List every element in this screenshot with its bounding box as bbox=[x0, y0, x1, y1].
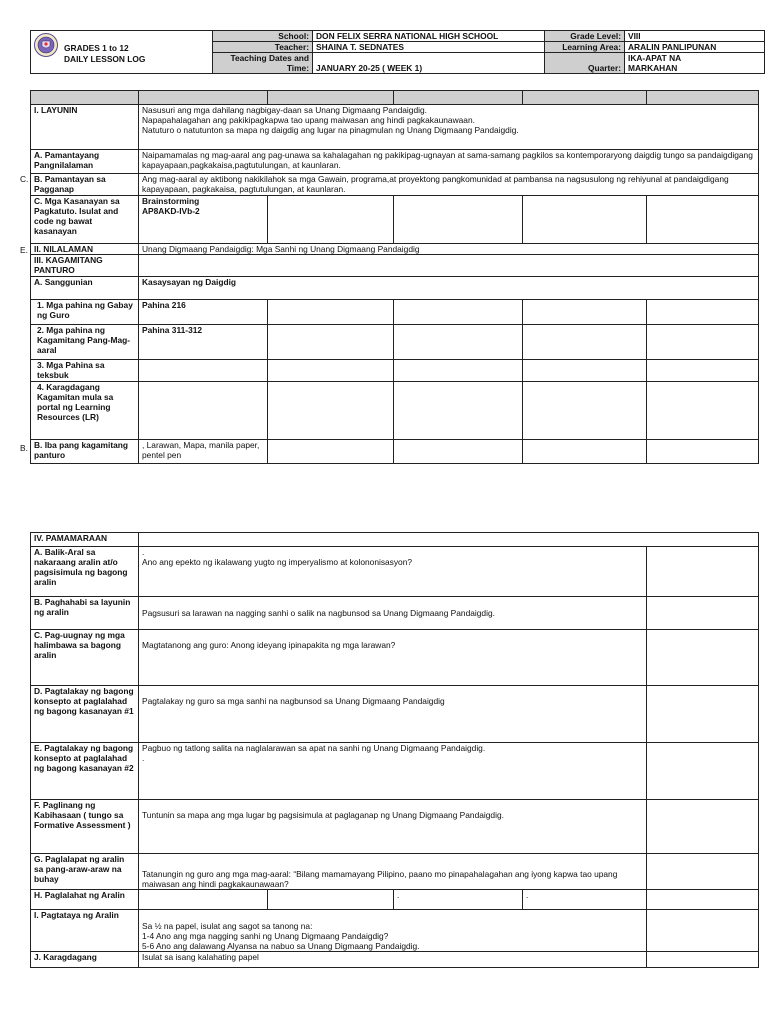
h-label: H. Paglalahat ng Aralin bbox=[31, 890, 139, 910]
gabay-text: Pahina 216 bbox=[139, 300, 268, 325]
empty-cell bbox=[394, 300, 523, 325]
table-row bbox=[31, 800, 759, 854]
empty-cell bbox=[394, 196, 523, 244]
form-title-line2: DAILY LESSON LOG bbox=[64, 53, 146, 64]
margin-letter-b: B. bbox=[20, 443, 28, 453]
table-row bbox=[31, 277, 759, 300]
empty-cell bbox=[523, 325, 647, 360]
quarter-label: Quarter: bbox=[545, 53, 625, 74]
iba-label: B. Iba pang kagamitang panturo bbox=[31, 440, 139, 464]
d-text: Pagtalakay ng guro sa mga sanhi na nagbunsod sa Unang Digmaang Pandaigdig bbox=[139, 686, 647, 743]
j-text: Isulat sa isang kalahating papel bbox=[139, 952, 647, 968]
school-label: School: bbox=[213, 31, 313, 42]
objectives-table bbox=[30, 90, 759, 464]
e-dot: . bbox=[142, 753, 145, 764]
sanggunian-text: Kasaysayan ng Daigdig bbox=[139, 277, 759, 300]
grade-label: Grade Level: bbox=[545, 31, 625, 42]
table-row bbox=[31, 382, 759, 440]
e-label: E. Pagtalakay ng bagong konsepto at paglalahad ng bagong kasanayan #2 bbox=[31, 743, 139, 800]
empty-cell bbox=[647, 854, 759, 890]
empty-cell bbox=[268, 325, 394, 360]
empty-cell bbox=[394, 382, 523, 440]
table-row bbox=[31, 854, 759, 890]
table-row bbox=[31, 244, 759, 255]
header-cell bbox=[523, 91, 647, 105]
balik-text: Ano ang epekto ng ikalawang yugto ng imperyalismo at kolononisasyon? bbox=[142, 557, 413, 568]
nilalaman-text: Unang Digmaang Pandaigdig: Mga Sanhi ng Unang Digmaang Pandaigdig bbox=[139, 244, 759, 255]
j-label: J. Karagdagang bbox=[31, 952, 139, 968]
gabay-label: 1. Mga pahina ng Gabay ng Guro bbox=[31, 300, 139, 325]
pag-uugnay-label: C. Pag-uugnay ng mga halimbawa sa bagong aralin bbox=[31, 630, 139, 686]
nilalaman-label: II. NILALAMAN bbox=[31, 244, 139, 255]
school-value: DON FELIX SERRA NATIONAL HIGH SCHOOL bbox=[313, 31, 545, 42]
sanggunian-label: A. Sanggunian bbox=[31, 277, 139, 300]
iba-text: , Larawan, Mapa, manila paper, pentel pen bbox=[139, 440, 268, 464]
empty-cell bbox=[523, 382, 647, 440]
f-label: F. Paglinang ng Kabihasaan ( tungo sa Formative Assessment ) bbox=[31, 800, 139, 854]
empty-cell bbox=[647, 547, 759, 597]
d-label: D. Pagtalakay ng bagong konsepto at paglalahad ng bagong kasanayan #1 bbox=[31, 686, 139, 743]
empty-cell bbox=[523, 196, 647, 244]
table-row bbox=[31, 743, 759, 800]
table-row bbox=[31, 360, 759, 382]
empty-cell bbox=[523, 300, 647, 325]
g-label: G. Paglalapat ng aralin sa pang-araw-araw na buhay bbox=[31, 854, 139, 890]
pamantayang-text: Naipamamalas ng mag-aaral ang pag-unawa sa kahalagahan ng pakikipag-ugnayan at sama-samang pagkilos sa kontemporaryong daigdig tungo sa pandaigdigang kapayapaan,pagkakaisa,pagtutulungan, at kaunlaran. bbox=[139, 150, 759, 174]
empty-cell bbox=[647, 300, 759, 325]
teacher-label: Teacher: bbox=[213, 42, 313, 53]
empty-cell bbox=[647, 360, 759, 382]
empty-cell bbox=[268, 890, 394, 910]
table-row bbox=[31, 300, 759, 325]
table-row bbox=[31, 910, 759, 952]
empty-cell bbox=[394, 360, 523, 382]
empty-cell bbox=[647, 743, 759, 800]
table-row bbox=[31, 150, 759, 174]
layunin-line: Nasusuri ang mga dahilang nagbigay-daan sa Unang Digmaang Pandaigdig. bbox=[142, 105, 427, 115]
table-row bbox=[31, 325, 759, 360]
table-row bbox=[31, 630, 759, 686]
header-cell bbox=[647, 91, 759, 105]
empty-cell bbox=[268, 300, 394, 325]
header-cell bbox=[268, 91, 394, 105]
kasanayan-label: C. Mga Kasanayan sa Pagkatuto. Isulat and code ng bawat kasanayan bbox=[31, 196, 139, 244]
table-row bbox=[31, 547, 759, 597]
teksbuk-label: 3. Mga Pahina sa teksbuk bbox=[31, 360, 139, 382]
empty-cell bbox=[523, 360, 647, 382]
layunin-label: I. LAYUNIN bbox=[31, 105, 139, 150]
table-row bbox=[31, 174, 759, 196]
empty-cell bbox=[647, 597, 759, 630]
empty-cell bbox=[139, 360, 268, 382]
table-row bbox=[31, 890, 759, 910]
table-row bbox=[31, 952, 759, 968]
table-row bbox=[31, 533, 759, 547]
procedure-table bbox=[30, 532, 759, 968]
dates-label bbox=[213, 53, 313, 74]
empty-cell bbox=[268, 196, 394, 244]
area-label: Learning Area: bbox=[545, 42, 625, 53]
header-cell bbox=[139, 91, 268, 105]
layunin-line: Natuturo o natutunton sa mapa ng daigdig ang lugar na pinagmulan ng Unang Digmaang Pandaigdig. bbox=[142, 125, 519, 136]
table-header-row bbox=[31, 91, 759, 105]
empty-cell bbox=[394, 325, 523, 360]
quarter-value-line2: MARKAHAN bbox=[628, 63, 678, 74]
empty-cell bbox=[647, 440, 759, 464]
table-row bbox=[31, 196, 759, 244]
empty-cell bbox=[647, 382, 759, 440]
table-row bbox=[31, 686, 759, 743]
e-text: Pagbuo ng tatlong salita na naglalarawan sa apat na sanhi ng Unang Digmaang Pandaigdig. bbox=[142, 743, 486, 753]
pamamaraan-title: IV. PAMAMARAAN bbox=[31, 533, 139, 547]
kagamitang-mag-text: Pahina 311-312 bbox=[139, 325, 268, 360]
h-dot1: . bbox=[394, 890, 523, 910]
kagamitang-mag-label: 2. Mga pahina ng Kagamitang Pang-Mag-aaral bbox=[31, 325, 139, 360]
empty-cell bbox=[647, 910, 759, 952]
margin-letter-e: E. bbox=[20, 245, 28, 255]
dates-label-line2: Time: bbox=[286, 63, 309, 74]
lr-label: 4. Karagdagang Kagamitan mula sa portal ng Learning Resources (LR) bbox=[31, 382, 139, 440]
table-row bbox=[31, 255, 759, 277]
table-row bbox=[31, 597, 759, 630]
header-cell bbox=[394, 91, 523, 105]
paghahabi-label: B. Paghahabi sa layunin ng aralin bbox=[31, 597, 139, 630]
pamantayang-label: A. Pamantayang Pangnilalaman bbox=[31, 150, 139, 174]
kasanayan-text1: Brainstorming bbox=[142, 196, 200, 206]
logo-cell bbox=[31, 31, 213, 74]
i-content bbox=[139, 910, 647, 952]
dates-value: JANUARY 20-25 ( WEEK 1) bbox=[313, 53, 545, 74]
kasanayan-content bbox=[139, 196, 268, 244]
pagganap-label: B. Pamantayan sa Pagganap bbox=[31, 174, 139, 196]
balik-content bbox=[139, 547, 647, 597]
empty-cell bbox=[268, 360, 394, 382]
pagganap-text: Ang mag-aaral ay aktibong nakikilahok sa mga Gawain, programa,at proyektong pangkomunidad at pambansa na nagsusulong ng rehiyunal at pandaigdigang kapayapaan, pagkakaisa, pagtutulungan, at kaunlaran. bbox=[139, 174, 759, 196]
empty-cell bbox=[647, 196, 759, 244]
empty-cell bbox=[139, 533, 759, 547]
grade-value: VIII bbox=[625, 31, 765, 42]
quarter-value bbox=[625, 53, 765, 74]
empty-cell bbox=[647, 890, 759, 910]
empty-cell bbox=[647, 686, 759, 743]
i-line: 1-4 Ano ang mga nagging sanhi ng Unang Digmaang Pandaigdig? bbox=[142, 930, 389, 941]
empty-cell bbox=[268, 382, 394, 440]
pag-uugnay-text: Magtatanong ang guro: Anong ideyang ipinapakita ng mga larawan? bbox=[139, 630, 647, 686]
layunin-line: Napapahalagahan ang pakikipagkapwa tao upang maiwasan ang hindi pagkakaunawaan. bbox=[142, 115, 475, 126]
kagamitang-label: III. KAGAMITANG PANTURO bbox=[31, 255, 139, 277]
balik-dot: . bbox=[142, 547, 145, 557]
dates-label-line1: Teaching Dates and bbox=[230, 53, 309, 64]
form-title-line1: GRADES 1 to 12 bbox=[64, 43, 129, 53]
empty-cell bbox=[523, 440, 647, 464]
layunin-content bbox=[139, 105, 759, 150]
i-line: 5-6 Ano ang dalawang Alyansa na nabuo sa Unang Digmaang Pandaigdig. bbox=[142, 940, 420, 951]
table-row bbox=[31, 105, 759, 150]
margin-letter-c: C. bbox=[20, 174, 29, 184]
teacher-value: SHAINA T. SEDNATES bbox=[313, 42, 545, 53]
g-text: Tatanungin ng guro ang mga mag-aaral: “Bilang mamamayang Pilipino, paano mo pinapahalagahan ang iyong kapwa tao upang maiwasan ang hindi pagkakaunawaan? bbox=[139, 854, 647, 890]
empty-cell bbox=[139, 382, 268, 440]
i-line: Sa ½ na papel, isulat ang sagot sa tanong na: bbox=[142, 920, 313, 931]
header-table bbox=[30, 30, 765, 74]
empty-cell bbox=[647, 800, 759, 854]
empty-cell bbox=[268, 440, 394, 464]
empty-cell bbox=[139, 890, 268, 910]
header-cell bbox=[31, 91, 139, 105]
empty-cell bbox=[647, 325, 759, 360]
balik-label: A. Balik-Aral sa nakaraang aralin at/o pagsisimula ng bagong aralin bbox=[31, 547, 139, 597]
area-value: ARALIN PANLIPUNAN bbox=[625, 42, 765, 53]
kasanayan-text2: AP8AKD-IVb-2 bbox=[142, 206, 200, 217]
e-content bbox=[139, 743, 647, 800]
empty-cell bbox=[647, 952, 759, 968]
f-text: Tuntunin sa mapa ang mga lugar bg pagsisimula at paglaganap ng Unang Digmaang Pandaigdig. bbox=[139, 800, 647, 854]
quarter-value-line1: IKA-APAT NA bbox=[628, 53, 682, 64]
paghahabi-text: Pagsusuri sa larawan na nagging sanhi o salik na nagbunsod sa Unang Digmaang Pandaigdig. bbox=[139, 597, 647, 630]
empty-cell bbox=[647, 630, 759, 686]
h-dot2: . bbox=[523, 890, 647, 910]
i-label: I. Pagtataya ng Aralin bbox=[31, 910, 139, 952]
table-row bbox=[31, 440, 759, 464]
empty-cell bbox=[394, 440, 523, 464]
empty-cell bbox=[139, 255, 759, 277]
